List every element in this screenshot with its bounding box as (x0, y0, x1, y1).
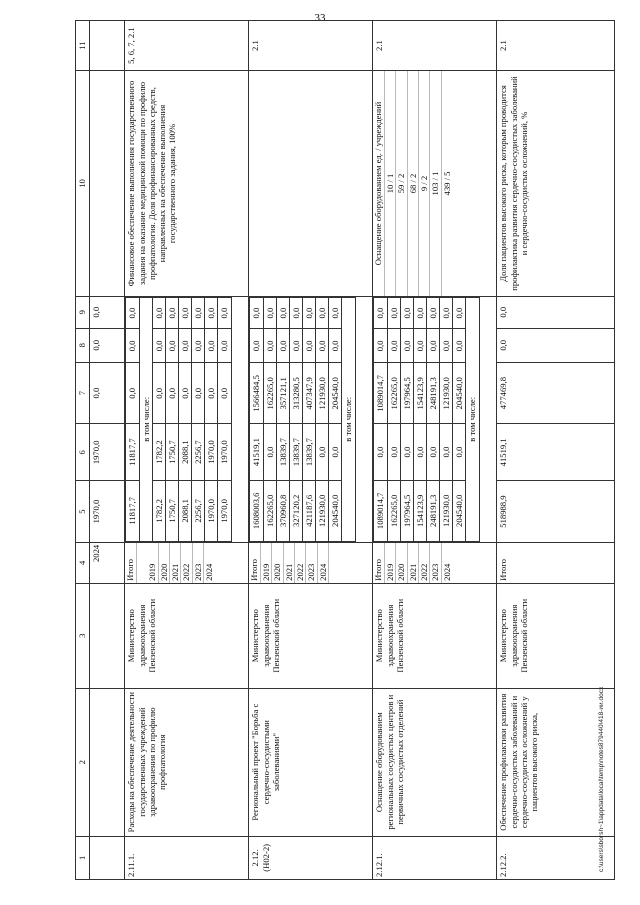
row-indicator: Доля пациентов высокого риска, которым проводится профилактика развития сердечно-сосудистых заболеваний и сердечно-сосудистых осложнений, % (497, 71, 615, 297)
in-total-label: в том числе: (466, 297, 479, 541)
row-executor: Министерство здравоохранения Пензенской области (373, 583, 497, 688)
row-name: Оснащение оборудованием региональных сосудистых центров и первичных сосудистых отделений (373, 688, 497, 836)
row-c9: 0,0 (497, 296, 615, 328)
values-block: 11817,7 11817,7 0,0 0,0 0,0 в том числе: 1782,2 1782,2 0,0 0,0 0,0 1750,7 1750,7 0,0 0,0 0,0 2088,1 2088,1 0,0 0,0 0,0 2256,7 2256,7 0,0 0,0 0,0 1970,0 1970,0 0,0 0,0 0,0 1970,0 1970,0 0,0 0,0 0,0 (125, 296, 249, 542)
row-executor: Министерство здравоохранения Пензенской области (249, 583, 373, 688)
carryover-row (90, 21, 125, 880)
table-row (249, 21, 373, 880)
col-num-9: 9 (76, 296, 90, 328)
col-num-5: 5 (76, 481, 90, 543)
row-number: 2.11.1. (125, 836, 249, 879)
row-indicator (249, 71, 373, 297)
table-row (125, 21, 249, 880)
column-number-row (76, 21, 90, 880)
values-block: 1089014,7 0,0 1089014,7 0,0 0,0 162265,0 0,0 162265,0 0,0 0,0 197964,5 0,0 197964,5 0,0 0,0 154123,9 0,0 154123,9 0,0 0,0 248191,3 0,0 248191,3 0,0 0,0 121930,0 0,0 121930,0 0,0 0,0 204540,0 0,0 204540,0 0,0 0,0 в том числе: (373, 296, 497, 542)
row-c6: 41519,1 (497, 424, 615, 481)
col-num-11: 11 (76, 21, 90, 71)
row-name: Расходы на обеспечение деятельности государственных учреждений здравоохранения по профилю профпатология (125, 688, 249, 836)
row-c11: 2.1 (249, 21, 373, 71)
col-num-2: 2 (76, 688, 90, 836)
values-block: 1608003,6 41519,1 1566484,5 0,0 0,0 162265,0 0,0 162265,0 0,0 0,0 370960,8 13839,7 357121,1 0,0 0,0 327120,2 13839,7 313280,5 0,0 0,0 421187,6 13839,7 407347,9 0,0 0,0 121930,0 0,0 121930,0 0,0 0,0 204540,0 0,0 204540,0 0,0 0,0 в том числе: (249, 296, 373, 542)
row-number: 2.12.1. (373, 836, 497, 879)
col-num-4: 4 (76, 542, 90, 583)
row-year: Итого (497, 542, 615, 583)
carryover-c8: 0,0 (90, 328, 125, 362)
row-name: Региональный проект "Борьба с сердечно-сосудистыми заболеваниями" (249, 688, 373, 836)
col-num-10: 10 (76, 71, 90, 297)
row-c5: 518988,9 (497, 481, 615, 543)
year-list: Итого 2019 2020 2021 2022 2023 2024 (125, 542, 249, 583)
col-num-6: 6 (76, 424, 90, 481)
row-number: 2.12. (Н02-2) (249, 836, 373, 879)
carryover-c5: 1970,0 (90, 481, 125, 543)
row-name: Обеспечение профилактики развития сердечно-сосудистых заболеваний и сердечно-сосудистых осложнений у пациентов высокого риска, (497, 688, 615, 836)
col-num-3: 3 (76, 583, 90, 688)
col-num-1: 1 (76, 836, 90, 879)
row-c8: 0,0 (497, 328, 615, 362)
row-c11: 2.1 (373, 21, 497, 71)
row-indicator: Оснащение оборудованием ед. / учреждений 10 / 1 59 / 2 68 / 2 9 / 2 103 / 1 439 / 5 (373, 71, 497, 297)
row-number: 2.12.2. (497, 836, 615, 879)
year-list: Итого 2019 2020 2021 2022 2023 2024 (373, 542, 497, 583)
carryover-year: 2024 (90, 542, 125, 583)
carryover-c6: 1970,0 (90, 424, 125, 481)
in-total-label: в том числе: (139, 297, 152, 541)
col-num-8: 8 (76, 328, 90, 362)
carryover-c9: 0,0 (90, 296, 125, 328)
rotated-table-stage (75, 20, 615, 880)
year-list: Итого 2019 2020 2021 2022 2023 2024 (249, 542, 373, 583)
col-num-7: 7 (76, 362, 90, 424)
row-indicator: Финансовое обеспечение выполнения государственного задания на оказание медицинской помощи по профилю профпатология. Доля профинансированных средств, направленных на обеспечение выполнения государственного задания, 100% (125, 71, 249, 297)
row-c7: 477469,8 (497, 362, 615, 424)
row-c11: 5, 6, 7, 2.1 (125, 21, 249, 71)
table-row (373, 21, 497, 880)
row-c11: 2.1 (497, 21, 615, 71)
footer-file-path: c:\users\sborsh~1\appdata\local\temp\notes879440\418-ии.docx (598, 686, 605, 872)
carryover-c7: 0,0 (90, 362, 125, 424)
page-number: 33 (314, 12, 326, 24)
program-table (75, 20, 615, 880)
table-row (497, 21, 615, 880)
row-executor: Министерство здравоохранения Пензенской области (125, 583, 249, 688)
in-total-label: в том числе: (342, 297, 355, 541)
row-executor: Министерство здравоохранения Пензенской области (497, 583, 615, 688)
